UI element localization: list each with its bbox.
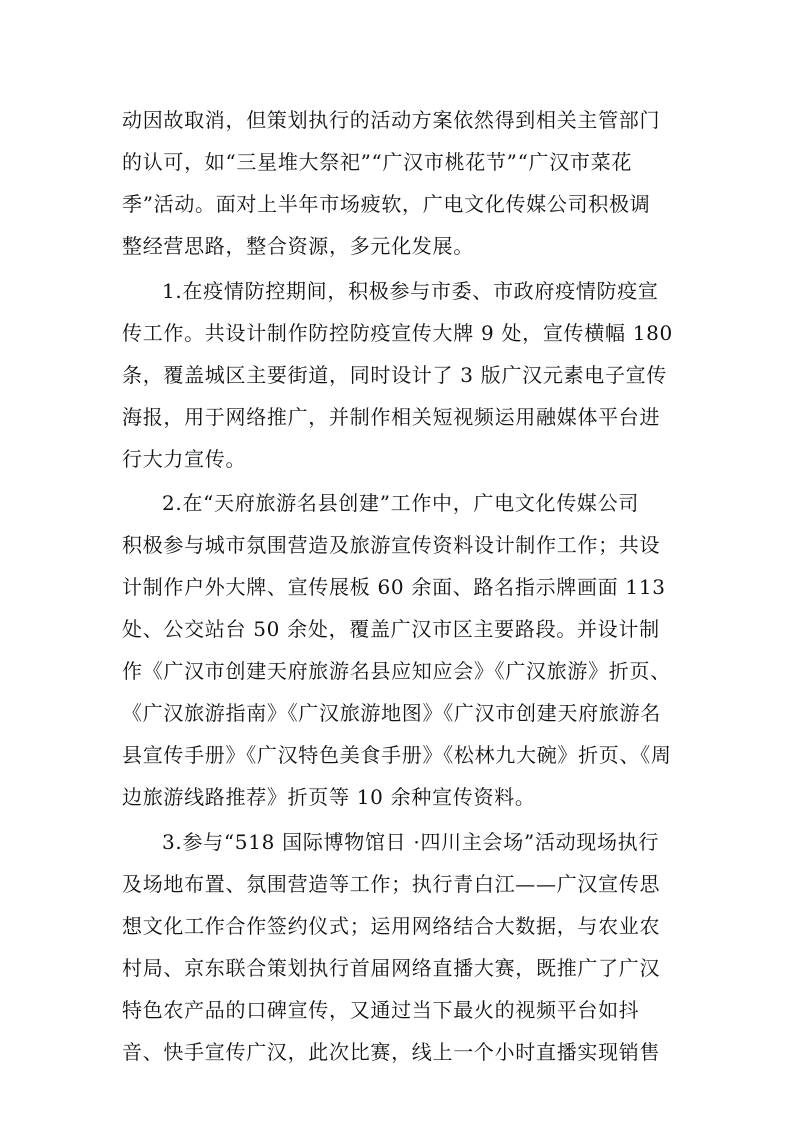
paragraph-3-line-3: 想文化工作合作签约仪式；运用网络结合大数据，与农业农 xyxy=(122,914,661,938)
paragraph-2-line-3: 计制作户外大牌、宣传展板 60 余面、路名指示牌画面 113 xyxy=(122,575,666,599)
paragraph-1-line-4: 海报，用于网络推广，并制作相关短视频运用融媒体平台进 xyxy=(122,405,661,429)
paragraph-1-line-3: 条，覆盖城区主要街道，同时设计了 3 版广汉元素电子宣传 xyxy=(122,363,668,387)
paragraph-2-line-4: 处、公交站台 50 余处，覆盖广汉市区主要路段。并设计制 xyxy=(122,617,660,641)
paragraph-1-line-2: 传工作。共设计制作防控防疫宣传大牌 9 处，宣传横幅 180 xyxy=(122,321,673,345)
paragraph-3-line-2: 及场地布置、氛围营造等工作；执行青白江——广汉宣传思 xyxy=(122,872,661,896)
paragraph-3-line-6: 音、快手宣传广汉，此次比赛，线上一个小时直播实现销售 xyxy=(122,1040,661,1064)
paragraph-3-line-1: 3.参与“518 国际博物馆日 ·四川主会场”活动现场执行 xyxy=(162,830,660,854)
paragraph-2-line-5: 作《广汉市创建天府旅游名县应知应会》《广汉旅游》折页、 xyxy=(122,659,671,683)
paragraph-2-line-7: 县宣传手册》《广汉特色美食手册》《松林九大碗》折页、《周 xyxy=(122,743,672,767)
text-line-1: 动因故取消，但策划执行的活动方案依然得到相关主管部门 xyxy=(122,108,661,132)
text-line-2: 的认可，如“三星堆大祭祀”“广汉市桃花节”“广汉市菜花 xyxy=(122,150,633,174)
paragraph-2-line-1: 2.在“天府旅游名县创建”工作中，广电文化传媒公司 xyxy=(162,491,640,515)
text-line-4: 整经营思路，整合资源，多元化发展。 xyxy=(122,234,474,258)
paragraph-3-line-4: 村局、京东联合策划执行首届网络直播大赛，既推广了广汉 xyxy=(122,956,661,980)
paragraph-2-line-6: 《广汉旅游指南》《广汉旅游地图》《广汉市创建天府旅游名 xyxy=(122,701,661,725)
text-line-3: 季”活动。面对上半年市场疲软，广电文化传媒公司积极调 xyxy=(122,192,651,216)
paragraph-1-line-1: 1.在疫情防控期间，积极参与市委、市政府疫情防疫宣 xyxy=(162,279,659,303)
paragraph-1-line-5: 行大力宣传。 xyxy=(122,447,247,471)
paragraph-2-line-2: 积极参与城市氛围营造及旅游宣传资料设计制作工作；共设 xyxy=(122,533,661,557)
paragraph-2-line-8: 边旅游线路推荐》折页等 10 余种宣传资料。 xyxy=(122,785,536,809)
paragraph-3-line-5: 特色农产品的口碑宣传，又通过当下最火的视频平台如抖 xyxy=(122,998,640,1022)
